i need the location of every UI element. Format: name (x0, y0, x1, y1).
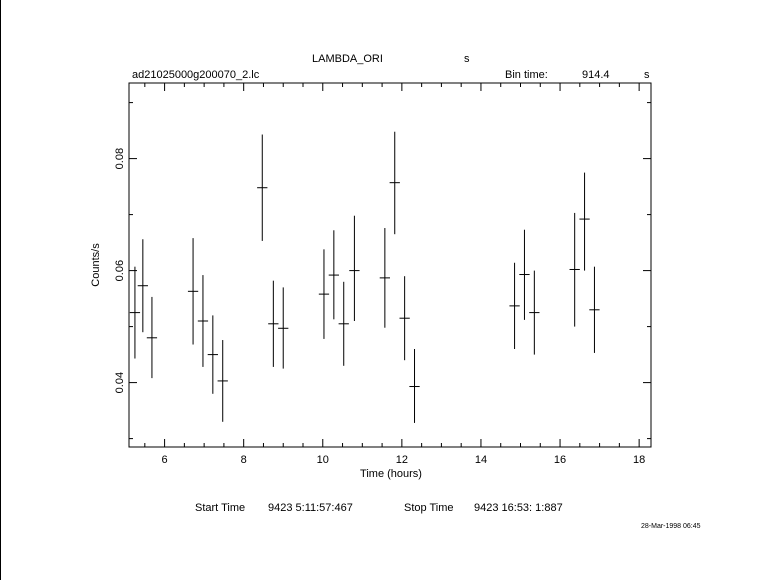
x-tick-label: 14 (474, 454, 488, 466)
bin-time-value: 914.4 (582, 69, 610, 81)
object-name: LAMBDA_ORI (312, 53, 383, 65)
data-point (130, 267, 140, 359)
x-tick-label: 18 (633, 454, 646, 466)
data-points (130, 132, 600, 423)
x-tick-label: 16 (553, 454, 567, 466)
stop-time-value: 9423 16:53: 1:887 (474, 502, 563, 514)
data-point (257, 135, 267, 241)
data-point (519, 230, 529, 320)
date-stamp: 28-Mar-1998 06:45 (641, 523, 701, 530)
data-point (268, 281, 278, 367)
plot-frame (129, 83, 651, 447)
start-time-label: Start Time (195, 502, 246, 514)
data-point (138, 239, 148, 332)
data-point (509, 263, 519, 349)
data-point (349, 216, 359, 321)
y-axis-ticks (114, 103, 651, 439)
object-unit: s (464, 53, 470, 65)
y-tick-label: 0.08 (114, 147, 126, 170)
x-tick-label: 12 (395, 454, 408, 466)
start-time-value: 9423 5:11:57:467 (268, 502, 353, 514)
data-point (147, 297, 157, 378)
data-point (579, 173, 589, 271)
data-point (409, 349, 419, 423)
data-point (278, 287, 288, 368)
x-tick-label: 6 (161, 454, 168, 466)
stop-time-label: Stop Time (404, 502, 454, 514)
data-point (570, 213, 580, 327)
x-tick-label: 8 (240, 454, 247, 466)
data-point (319, 249, 329, 339)
data-point (198, 275, 208, 367)
data-point (399, 276, 409, 360)
bin-time-unit: s (644, 69, 650, 81)
data-point (390, 132, 400, 234)
x-axis-label: Time (hours) (360, 468, 422, 480)
data-point (329, 230, 339, 319)
data-point (218, 340, 228, 422)
data-point (380, 228, 390, 328)
data-point (188, 238, 198, 344)
data-point (529, 271, 539, 355)
y-tick-label: 0.04 (114, 371, 126, 394)
y-tick-label: 0.06 (114, 259, 126, 282)
x-tick-label: 10 (316, 454, 329, 466)
data-point (589, 267, 599, 353)
y-axis-label: Counts/s (90, 243, 102, 287)
data-point (339, 282, 349, 366)
file-name: ad21025000g200070_2.lc (132, 69, 260, 81)
bin-time-label: Bin time: (505, 69, 548, 81)
data-point (208, 315, 218, 393)
